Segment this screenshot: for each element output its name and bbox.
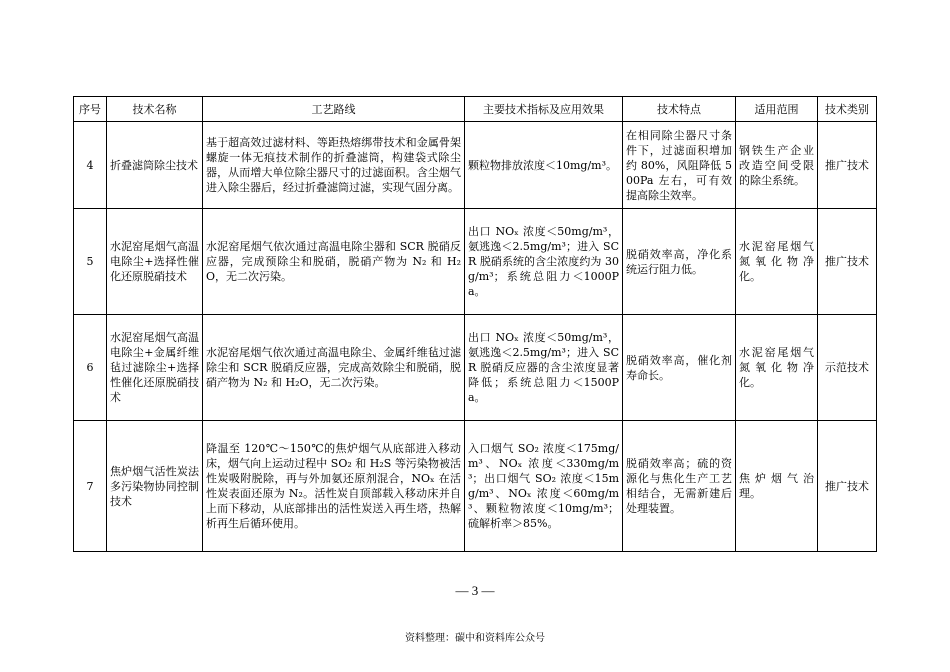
header-name: 技术名称 (107, 97, 203, 122)
page-number: — 3 — (455, 583, 495, 598)
row-category: 推广技术 (818, 421, 877, 552)
row-category: 示范技术 (818, 315, 877, 421)
row-num: 7 (74, 421, 107, 552)
header-features: 技术特点 (623, 97, 736, 122)
row-name: 折叠滤筒除尘技术 (107, 122, 203, 209)
row-metrics: 颗粒物排放浓度＜10mg/m³。 (465, 122, 623, 209)
table-row (74, 209, 877, 315)
row-features: 脱硝效率高；硫的资源化与焦化生产工艺相结合，无需新建后处理装置。 (623, 421, 736, 552)
header-metrics: 主要技术指标及应用效果 (465, 97, 623, 122)
header-scope: 适用范围 (736, 97, 818, 122)
row-metrics: 入口烟气 SO₂ 浓度＜175mg/m³、NOₓ 浓度＜330mg/m³；出口烟气 SO₂ 浓度＜15mg/m³、NOₓ 浓度＜60mg/m³、颗粒物浓度＜10mg/m³；硫解析率＞85%。 (465, 421, 623, 552)
header-row (74, 97, 877, 122)
row-num: 4 (74, 122, 107, 209)
row-category: 推广技术 (818, 122, 877, 209)
table-row (74, 122, 877, 209)
row-scope: 钢铁生产企业改造空间受限的除尘系统。 (736, 122, 818, 209)
row-num: 5 (74, 209, 107, 315)
row-scope: 焦炉烟气治理。 (736, 421, 818, 552)
row-scope: 水泥窑尾烟气氮氧化物净化。 (736, 209, 818, 315)
row-route: 基于超高效过滤材料、等距热熔绑带技术和金属骨架螺旋一体无痕技术制作的折叠滤筒，构建袋式除尘器，从而增大单位除尘器尺寸的过滤面积。含尘烟气进入除尘器后，经过折叠滤筒过滤，实现气固分离。 (203, 122, 465, 209)
row-route: 水泥窑尾烟气依次通过高温电除尘、金属纤维毡过滤除尘和 SCR 脱硝反应器，完成高效除尘和脱硝，脱硝产物为 N₂ 和 H₂O，无二次污染。 (203, 315, 465, 421)
row-scope: 水泥窑尾烟气氮氧化物净化。 (736, 315, 818, 421)
row-metrics: 出口 NOₓ 浓度＜50mg/m³，氨逃逸＜2.5mg/m³；进入 SCR 脱硝系统的含尘浓度约为 30g/m³；系统总阻力＜1000Pa。 (465, 209, 623, 315)
header-category: 技术类别 (818, 97, 877, 122)
table-row (74, 315, 877, 421)
header-route: 工艺路线 (203, 97, 465, 122)
footer-source: 资料整理：碳中和资料库公众号 (405, 633, 545, 644)
row-route: 水泥窑尾烟气依次通过高温电除尘器和 SCR 脱硝反应器，完成预除尘和脱硝，脱硝产物为 N₂ 和 H₂O，无二次污染。 (203, 209, 465, 315)
row-category: 推广技术 (818, 209, 877, 315)
table-row (74, 421, 877, 552)
row-name: 水泥窑尾烟气高温电除尘+金属纤维毡过滤除尘+选择性催化还原脱硝技术 (107, 315, 203, 421)
header-num: 序号 (74, 97, 107, 122)
row-name: 焦炉烟气活性炭法多污染物协同控制技术 (107, 421, 203, 552)
row-features: 脱硝效率高，催化剂寿命长。 (623, 315, 736, 421)
technology-table (73, 96, 877, 552)
row-metrics: 出口 NOₓ 浓度＜50mg/m³，氨逃逸＜2.5mg/m³；进入 SCR 脱硝反应器的含尘浓度显著降低；系统总阻力＜1500Pa。 (465, 315, 623, 421)
row-name: 水泥窑尾烟气高温电除尘+选择性催化还原脱硝技术 (107, 209, 203, 315)
row-route: 降温至 120℃～150℃的焦炉烟气从底部进入移动床，烟气向上运动过程中 SO₂ 和 H₂S 等污染物被活性炭吸附脱除，再与外加氨还原剂混合，NOₓ 在活性炭表面还原为 N₂。活性炭自顶部载入移动床并自上而下移动，从底部排出的活性炭送入再生塔，热解析再生后循环使用。 (203, 421, 465, 552)
row-features: 在相同除尘器尺寸条件下，过滤面积增加约 80%，风阻降低 500Pa 左右，可有效提高除尘效率。 (623, 122, 736, 209)
row-features: 脱硝效率高，净化系统运行阻力低。 (623, 209, 736, 315)
row-num: 6 (74, 315, 107, 421)
